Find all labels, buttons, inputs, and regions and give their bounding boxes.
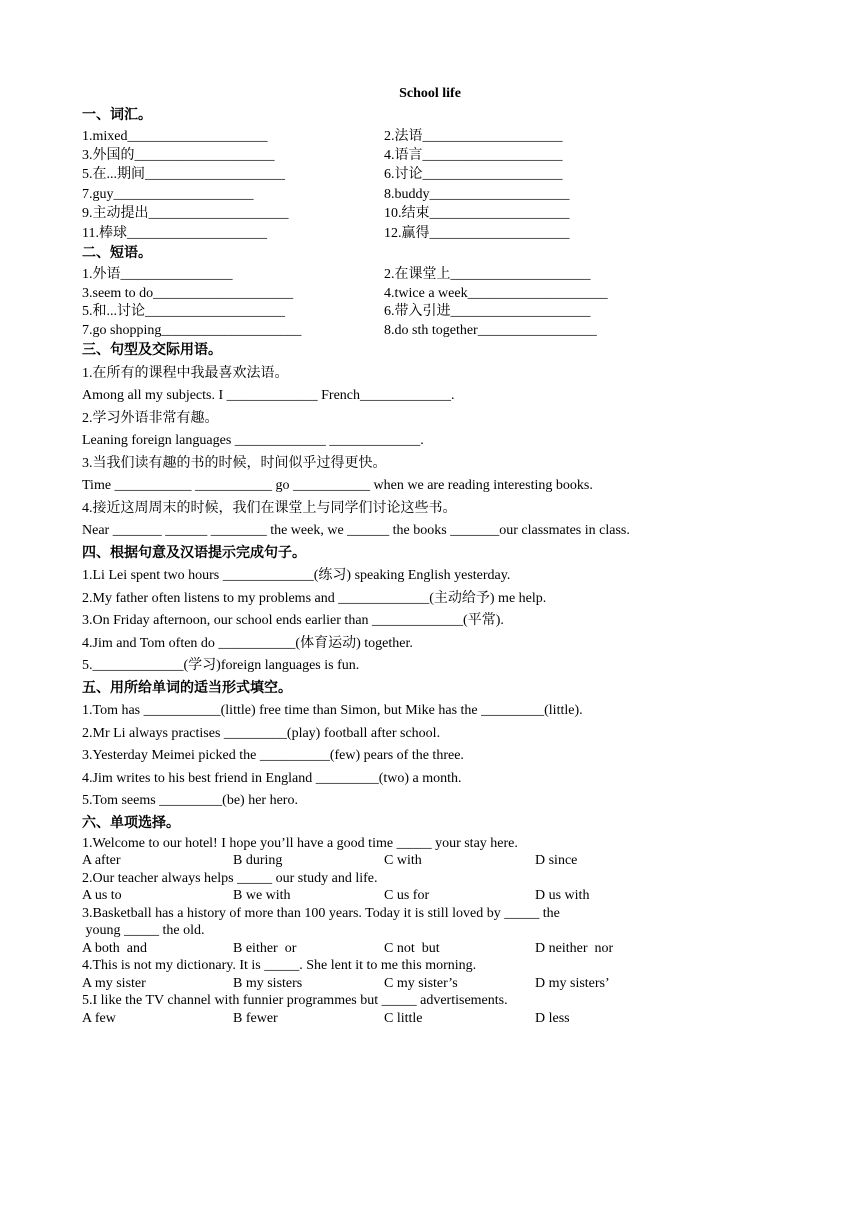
vocab-item: 5.在...期间____________________ bbox=[82, 167, 285, 182]
vocab-item: 7.guy____________________ bbox=[82, 187, 254, 202]
vocab-item: 1.mixed____________________ bbox=[82, 129, 268, 144]
mc-option: B during bbox=[233, 853, 283, 868]
mc-question-continued: young _____ the old. bbox=[82, 923, 205, 938]
mc-option: A us to bbox=[82, 888, 122, 903]
section-5-heading: 五、用所给单词的适当形式填空。 bbox=[82, 681, 292, 696]
mc-option: A after bbox=[82, 853, 121, 868]
phrase-item: 1.外语________________ bbox=[82, 267, 233, 282]
word-form-item: 2.Mr Li always practises _________(play) football after school. bbox=[82, 726, 441, 741]
completion-item: 2.My father often listens to my problems and _____________(主动给予) me help. bbox=[82, 591, 547, 606]
mc-option: D us with bbox=[535, 888, 590, 903]
phrase-item: 2.在课堂上____________________ bbox=[384, 267, 591, 282]
mc-option: A few bbox=[82, 1011, 116, 1026]
vocab-item: 11.棒球____________________ bbox=[82, 226, 267, 241]
mc-option: D neither nor bbox=[535, 941, 614, 956]
phrase-item: 3.seem to do____________________ bbox=[82, 286, 294, 301]
sentence-prompt: 4.接近这周周末的时候，我们在课堂上与同学们讨论这些书。 bbox=[82, 501, 457, 516]
section-3-heading: 三、句型及交际用语。 bbox=[82, 343, 222, 358]
sentence-blank: Near _______ ______ ________ the week, we ______ the books _______our classmates in class. bbox=[82, 523, 630, 538]
section-1-heading: 一、词汇。 bbox=[82, 108, 152, 123]
section-2-heading: 二、短语。 bbox=[82, 246, 152, 261]
vocab-item: 6.讨论____________________ bbox=[384, 167, 563, 182]
page-title: School life bbox=[399, 86, 461, 101]
vocab-item: 10.结束____________________ bbox=[384, 206, 570, 221]
phrase-item: 8.do sth together_________________ bbox=[384, 323, 597, 338]
vocab-item: 4.语言____________________ bbox=[384, 148, 563, 163]
phrase-item: 5.和...讨论____________________ bbox=[82, 304, 285, 319]
vocab-item: 3.外国的____________________ bbox=[82, 148, 275, 163]
sentence-prompt: 2.学习外语非常有趣。 bbox=[82, 411, 219, 426]
mc-option: B either or bbox=[233, 941, 297, 956]
mc-option: D since bbox=[535, 853, 578, 868]
sentence-blank: Leaning foreign languages _____________ _____________. bbox=[82, 433, 424, 448]
mc-question: 5.I like the TV channel with funnier programmes but _____ advertisements. bbox=[82, 993, 508, 1008]
mc-question: 3.Basketball has a history of more than 100 years. Today it is still loved by _____ the bbox=[82, 906, 560, 921]
word-form-item: 1.Tom has ___________(little) free time than Simon, but Mike has the _________(little). bbox=[82, 703, 583, 718]
vocab-item: 12.赢得____________________ bbox=[384, 226, 570, 241]
mc-option: D my sisters’ bbox=[535, 976, 610, 991]
sentence-prompt: 1.在所有的课程中我最喜欢法语。 bbox=[82, 366, 289, 381]
word-form-item: 4.Jim writes to his best friend in England _________(two) a month. bbox=[82, 771, 462, 786]
mc-option: B fewer bbox=[233, 1011, 278, 1026]
completion-item: 4.Jim and Tom often do ___________(体育运动) together. bbox=[82, 636, 413, 651]
vocab-item: 2.法语____________________ bbox=[384, 129, 563, 144]
sentence-blank: Among all my subjects. I _____________ French_____________. bbox=[82, 388, 455, 403]
vocab-item: 8.buddy____________________ bbox=[384, 187, 570, 202]
section-4-heading: 四、根据句意及汉语提示完成句子。 bbox=[82, 546, 306, 561]
mc-option: A my sister bbox=[82, 976, 146, 991]
phrase-item: 4.twice a week____________________ bbox=[384, 286, 608, 301]
sentence-blank: Time ___________ ___________ go ___________ when we are reading interesting books. bbox=[82, 478, 593, 493]
mc-option: B we with bbox=[233, 888, 291, 903]
phrase-item: 6.带入引进____________________ bbox=[384, 304, 591, 319]
completion-item: 1.Li Lei spent two hours _____________(练习) speaking English yesterday. bbox=[82, 568, 511, 583]
completion-item: 3.On Friday afternoon, our school ends earlier than _____________(平常). bbox=[82, 613, 504, 628]
phrase-item: 7.go shopping____________________ bbox=[82, 323, 302, 338]
mc-question: 2.Our teacher always helps _____ our study and life. bbox=[82, 871, 378, 886]
sentence-prompt: 3.当我们读有趣的书的时候，时间似乎过得更快。 bbox=[82, 456, 387, 471]
completion-item: 5._____________(学习)foreign languages is fun. bbox=[82, 658, 360, 673]
mc-option: C us for bbox=[384, 888, 430, 903]
vocab-item: 9.主动提出____________________ bbox=[82, 206, 289, 221]
word-form-item: 3.Yesterday Meimei picked the __________(few) pears of the three. bbox=[82, 748, 464, 763]
mc-question: 1.Welcome to our hotel! I hope you’ll have a good time _____ your stay here. bbox=[82, 836, 518, 851]
mc-option: A both and bbox=[82, 941, 147, 956]
mc-option: C not but bbox=[384, 941, 440, 956]
section-6-heading: 六、单项选择。 bbox=[82, 816, 180, 831]
mc-option: C with bbox=[384, 853, 422, 868]
mc-option: D less bbox=[535, 1011, 570, 1026]
mc-option: B my sisters bbox=[233, 976, 303, 991]
mc-option: C my sister’s bbox=[384, 976, 458, 991]
mc-question: 4.This is not my dictionary. It is _____. She lent it to me this morning. bbox=[82, 958, 477, 973]
mc-option: C little bbox=[384, 1011, 423, 1026]
word-form-item: 5.Tom seems _________(be) her hero. bbox=[82, 793, 298, 808]
